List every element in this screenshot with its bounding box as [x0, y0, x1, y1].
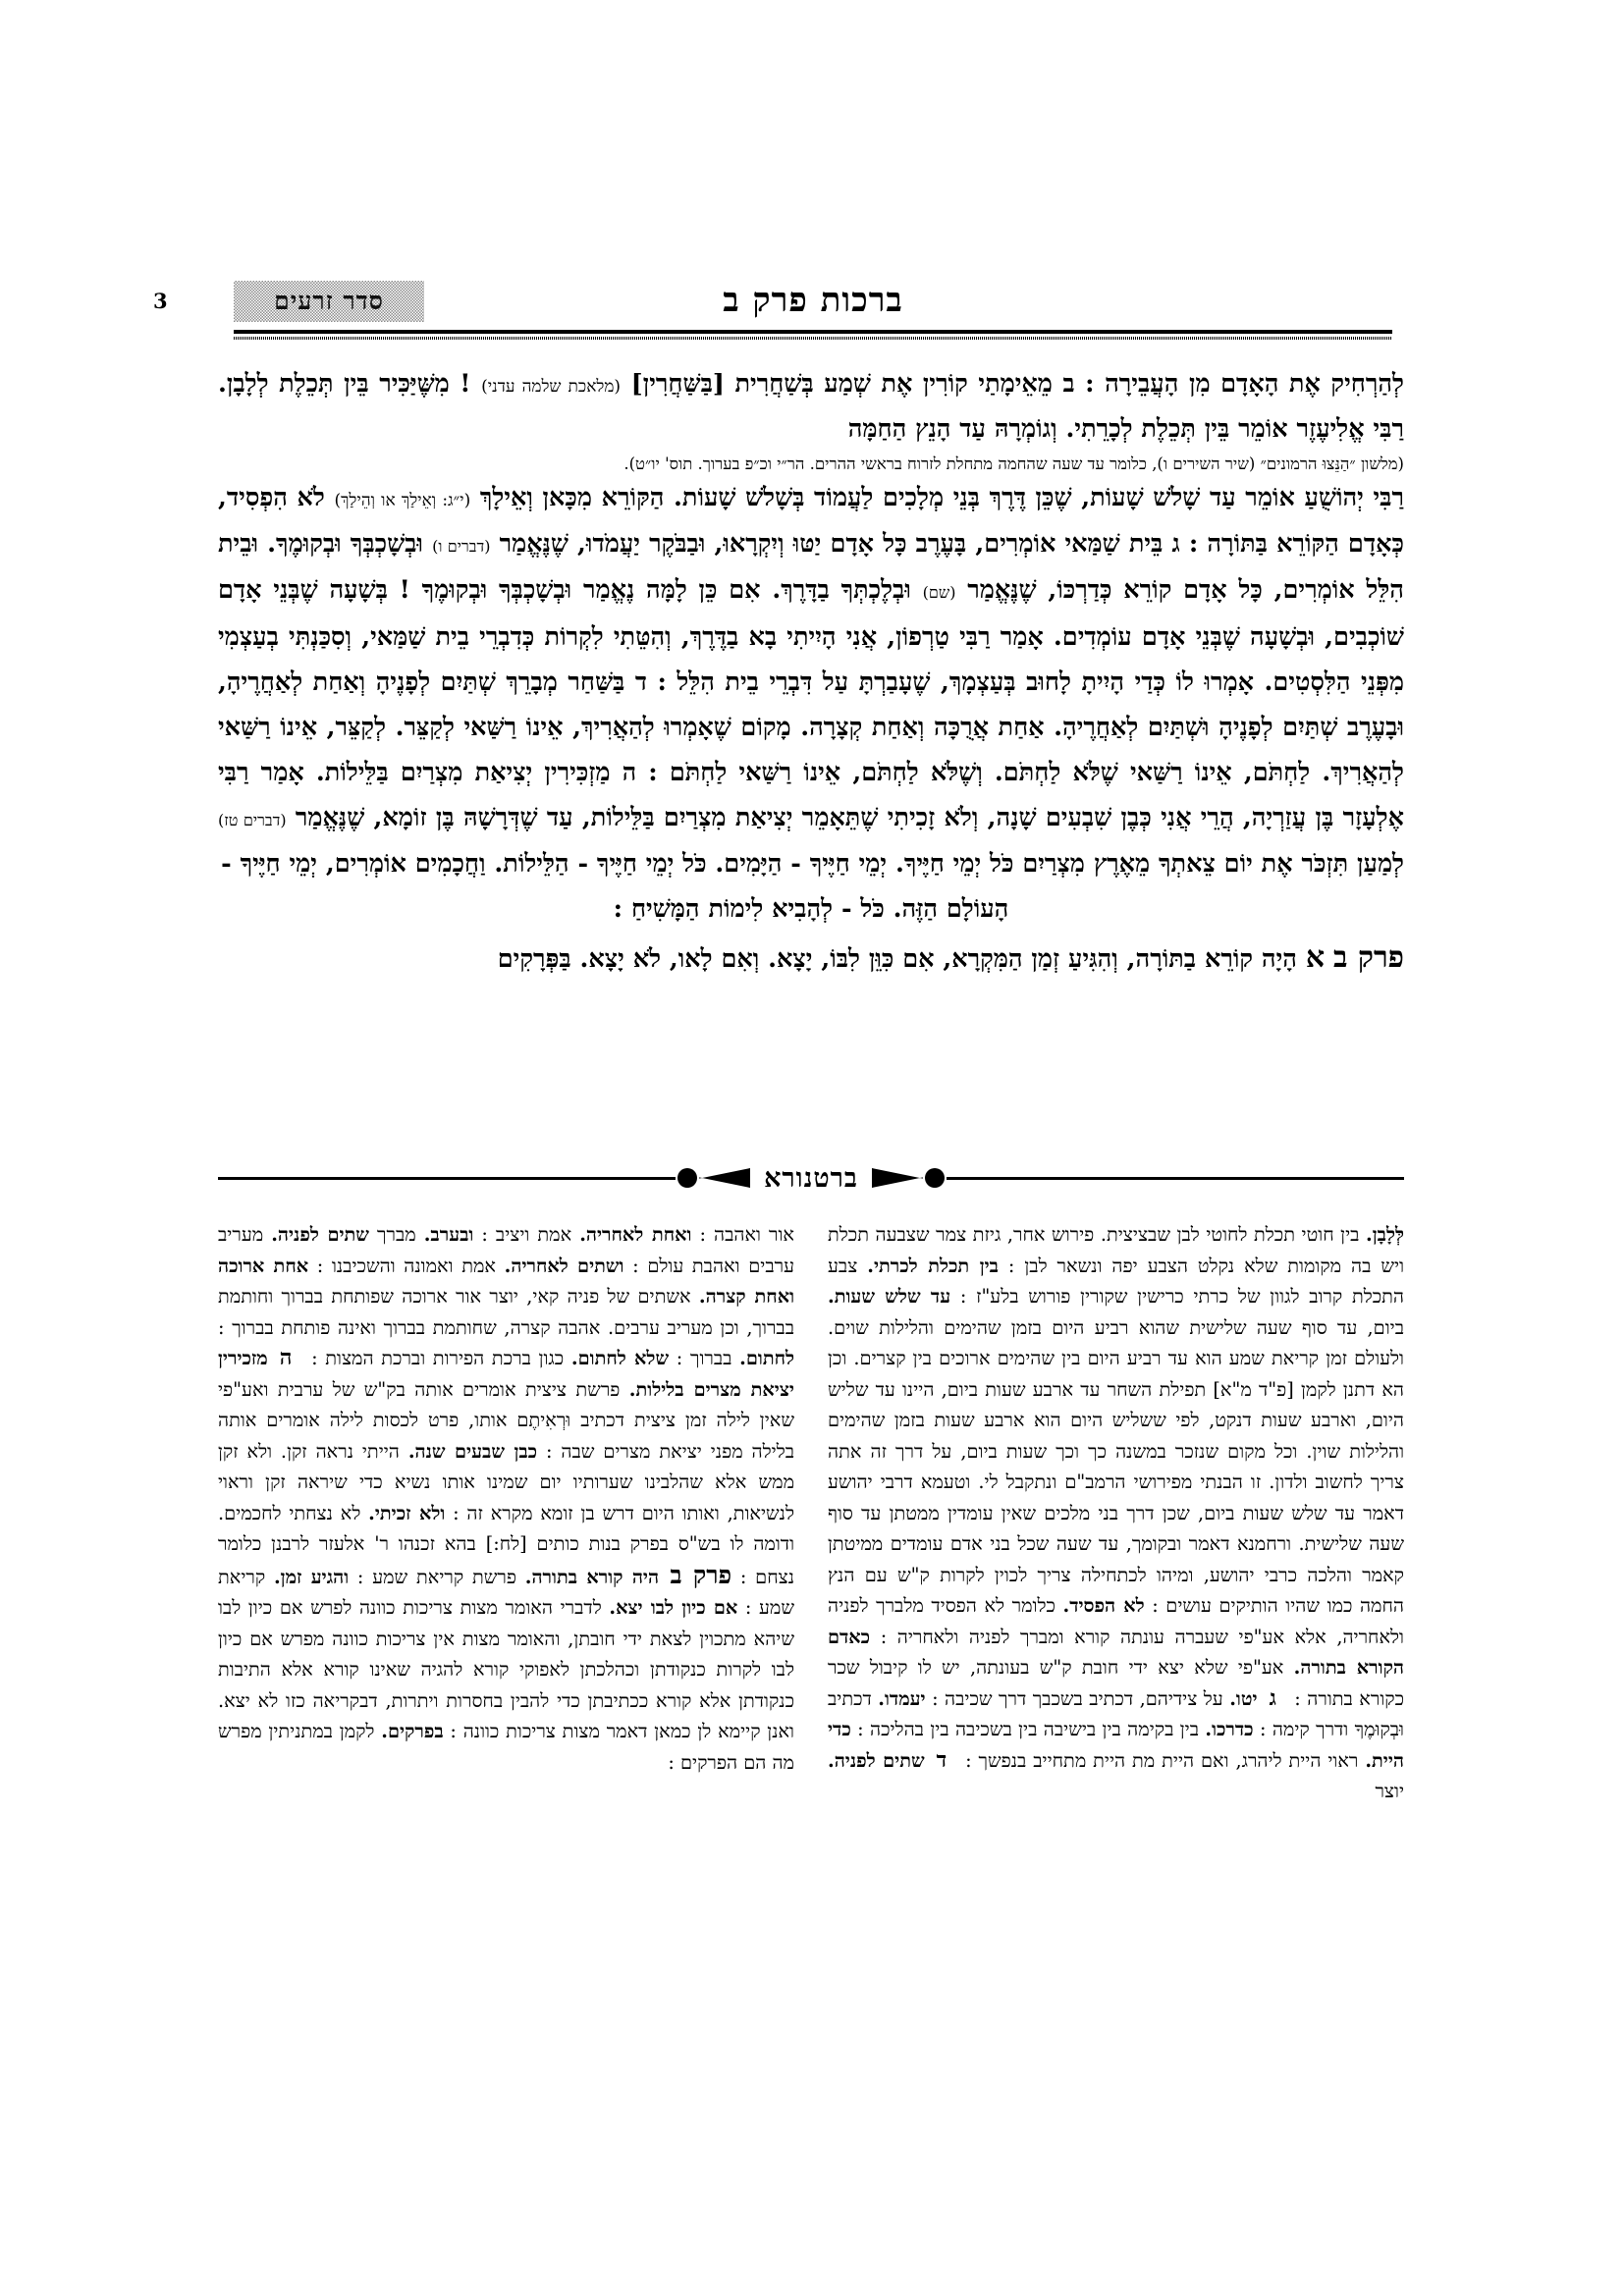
- mishnah-text-segment: בַּשַּׁחַר מְבָרֵךְ שְׁתַּיִם לְפָנֶיהָ וְאַחַת לְאַחֲרֶיהָ, וּבָעֶרֶב שְׁתַּיִם לְפָנֶיהָ: [218, 667, 1404, 742]
- commentary-mishnah-number: ג: [1269, 1684, 1276, 1711]
- header-rule-thin: [234, 337, 1392, 340]
- commentary-column-right: [828, 1219, 1404, 2269]
- commentary-text: אמת ויציב :: [473, 1223, 580, 1246]
- commentary-mishnah-number: ד: [936, 1746, 947, 1773]
- commentary-text: כגון ברכת הפירות וברכת המצות :: [303, 1347, 571, 1369]
- divider-rule-right: [947, 1177, 1404, 1180]
- header-rule-thick: [234, 330, 1392, 334]
- mishnah-source-ref: (דברים טז): [218, 810, 287, 829]
- commentary-lemma: עד שלש שעות.: [828, 1285, 951, 1308]
- commentary-lemma: היה קורא בתורה.: [524, 1565, 660, 1588]
- commentary-paragraph: [218, 1219, 794, 1778]
- commentary-text: מעריב ערבים ואהבת עולם :: [218, 1223, 795, 1277]
- commentary-lemma: שלא לחתום.: [570, 1347, 670, 1369]
- mishnah-number: ג: [1171, 528, 1180, 558]
- mishnah-text-segment: רַשַּׁאי לְהַאֲרִיךְ. לַחְתֹּם, אֵינוֹ רַשַּׁאי שֶׁלֹּא לַחְתֹּם. וְשֶׁלֹּא לַחְתֹּם, אֵינוֹ רַשַּׁאי לַחְתֹּם :: [218, 712, 1404, 787]
- mishnah-text-segment: אָדָם קוֹרֵא כְּדַרְכּוֹ, שֶׁנֶּאֱמַר: [967, 575, 1227, 605]
- commentary-lemma: כדי היית.: [828, 1718, 1404, 1772]
- mishnah-text-segment: לֹא הִפְסִיד, כְּאָדָם הַקּוֹרֵא בַּתּוֹרָה :: [218, 483, 1404, 559]
- commentary-text: ביום, עד סוף שעה שלישית שהוא רביע היום בזמן שהימים והלילות שוים. ולעולם זמן קריאת שמע הוא עד רביע היום בין שהימים ארוכים בין קצרים. וכן הא דתנן לקמן [פ"ד מ"א] תפילת השחר עד ארבע שעות ביום, היינו עד שליש היום, וארבע שעות דנקט, לפי ששליש היום הוא ארבע שעות בזמן שהימים והלילות שוין. וכל מקום שנזכר במשנה כך וכך שעות ביום, על דרך זה אתה צריך לחשוב ולדון. זו הבנתי מפירושי הרמב"ם ונתקבל לי. וטעמא דרבי יהושע דאמר עד שלש שעות ביום, שכן דרך בני מלכים שאין עומדין ממטתן עד סוף שעה שלישית. ורחמנא דאמר ובקומך, עד שעה שכל בני אדם עומדים ממיטתן קאמר והלכה כרבי יהושע, ומיהו לכתחילה צריך לכוין לקרות ק"ש עם הנץ החמה כמו שהיו הותיקים עושים :: [828, 1315, 1404, 1617]
- mishnah-source-ref: (שם): [922, 583, 956, 602]
- mishnah-text-segment: מִכָּאן וְאֵילָךְ: [479, 483, 592, 512]
- mishnah-text-segment: לִקְרוֹת כְּדִבְרֵי בֵית שַׁמַּאי, וְסִכַּנְתִּי בְעַצְמִי מִפְּנֵי הַלִּסְטִים. אָמְרוּ לוֹ כְּדַי הָיִיתָ לָחוּב בְּעַצְמָךְ,: [218, 621, 1404, 697]
- commentary-text: לדברי האומר מצות צריכות כוונה לפרש אם כיון לבו שיהא מתכוין לצאת ידי חובתן, והאומר מצות אין צריכות כוונה מפרש אם כיון לבו לקרות כנקודתן וכהלכתן לאפוקי קורא להגיה שאינו קורא אלא התיבות כנקודתן אלא קורא ככתיבתן כדי להבין בחסרות ויתרות, דבקריאה כזו לא יצא. ואנן קיימא לן כמאן דאמר מצות צריכות כוונה :: [218, 1596, 794, 1742]
- commentary-text: על צידיהם, דכתיב בשכבך דרך שכיבה :: [925, 1686, 1230, 1710]
- mishnah-text-segment: הָעוֹלָם הַזֶּה. כֹּל - לְהָבִיא לִימוֹת הַמָּשִׁיחַ :: [613, 893, 1009, 924]
- commentary-lemma: לחתום.: [739, 1347, 795, 1369]
- divider-dot-right: [925, 1168, 945, 1188]
- commentary-column-left: [218, 1219, 794, 2269]
- commentary-lemma: כדרכו.: [1205, 1718, 1254, 1740]
- perek-mishnah-letter: א: [1305, 940, 1326, 975]
- commentary-lemma: ואחת לאחריה.: [579, 1223, 692, 1246]
- mishnah-text-segment: הָיָה קוֹרֵא בַתּוֹרָה, וְהִגִּיעַ זְמַן הַמִּקְרָא, אִם כִּוֵּן לִבּוֹ, יָצָא. וְאִם לָאו, לֹא יָצָא. בַּפְּרָקִים: [497, 944, 1297, 974]
- mishnah-source-ref: (דברים ו): [432, 536, 491, 556]
- mishnah-text-segment: בֵּית שַׁמַּאי אוֹמְרִים, בָּעֶרֶב: [915, 528, 1164, 559]
- commentary-text: ראוי היית ליהרג, ואם היית מת היית מתחייב בנפשך :: [958, 1748, 1366, 1772]
- mishnah-number: ב: [1062, 369, 1075, 398]
- mishnah-text-segment: וּבְשָׁכְבְּךָ וּבְקוּמֶךָ. וּבֵית הִלֵּל אוֹמְרִים, כָּל: [218, 528, 1404, 605]
- perek-label: פרק ב: [1332, 940, 1404, 975]
- commentary-text: אמת ואמונה והשכיבנו :: [308, 1254, 505, 1277]
- commentary-lemma: אם כיון לבו יצא.: [609, 1596, 738, 1619]
- mishnah-paragraph: [218, 361, 1404, 887]
- commentary-mishnah-number: ה: [279, 1345, 293, 1370]
- commentary-lemma: שתים לפניה.: [828, 1748, 925, 1772]
- mishnah-text-segment: שֶׁבְּנֵי אָדָם שׁוֹכְבִים, וּבְשָׁעָה שֶׁבְּנֵי אָדָם עוֹמְדִים. אָמַר רַבִּי טַרְפוֹן, אֲנִי הָיִיתִי בָא בַדֶּרֶךְ, וְהִטֵּתִי: [218, 575, 1404, 652]
- commentary-text: קריאת שמע :: [218, 1565, 795, 1619]
- commentary-lemma: מזכירין יציאת מצרים בלילות.: [218, 1347, 794, 1401]
- mishnah-closing-line: [218, 887, 1404, 933]
- commentary-text: לקמן במתניתין מפרש מה הם הפרקים :: [218, 1720, 794, 1774]
- commentary-text: דכתיב וּבְקוּמֶךָ ודרך קימה :: [828, 1686, 1404, 1740]
- mishnah-text-segment: כָּל אָדָם יַטּוּ וְיִקְרָאוּ, וּבַבֹּקֶר יַעֲמֹדוּ, שֶׁנֶּאֱמַר: [499, 528, 907, 559]
- commentary-text: מברך: [368, 1223, 424, 1246]
- mishnah-text-segment: יְצִיאַת מִצְרַיִם בַּלֵּילוֹת, עַד שֶׁדְּרָשָׁהּ בֶּן זוֹמָא, שֶׁנֶּאֱמַר: [295, 802, 793, 832]
- commentary-text: אשתים של פניה קאי, יוצר אור ארוכה שפותחת בברוך וחותמת בברוך, וכן מעריב ערבים. אהבה קצרה, שחותמת בברוך ואינה פותחת בברוך :: [218, 1285, 794, 1339]
- mishnah-text-segment: וּשְׁתַּיִם לְאַחֲרֶיהָ. אַחַת אֲרֻכָּה וְאַחַת קְצָרָה. מָקוֹם שֶׁאָמְרוּ לְהַאֲרִיךְ, אֵינוֹ רַשַּׁאי לְקַצֵּר. לְקַצֵּר, אֵינוֹ: [280, 712, 1210, 742]
- mishnah-number: ה: [622, 758, 637, 786]
- mishnah-note: (מלשון ״הַנֵּצוּ הרמונים״ (שיר השירים ו), כלומר עד שעה שהחמה מתחלת לזרוח בראשי ההרים. הר״י וכ״פ בערוך. תוס' יו״ט).: [623, 454, 1404, 473]
- commentary-area: [218, 1219, 1404, 2269]
- commentary-text: בברוך :: [669, 1347, 740, 1369]
- mishnah-text-segment: ! מִשֶּׁיַּכִּיר בֵּין תְּכֵלֶת לְלָבָן. רַבִּי אֱלִיעֶזֶר אוֹמֵר בֵּין תְּכֵלֶת לְכָרֵתִי. וְגוֹמְרָהּ עַד הָנֵץ הַחַמָּה: [218, 369, 1404, 444]
- commentary-text: כלומר לא הפסיד מלברך לפניה ולאחריה, אלא אע"פי שעברה עונתה קורא ומברך לפניה ולאחריה :: [828, 1594, 1404, 1648]
- commentary-lemma: כאדם הקורא בתורה.: [828, 1625, 1404, 1679]
- mishnah-text-segment: מַזְכִּירִין: [544, 758, 611, 787]
- mishnah-body: [218, 361, 1404, 983]
- commentary-lemma: ובערב.: [423, 1223, 474, 1246]
- mishnah-text-segment: מֵאֵימָתַי קוֹרִין אֶת שְׁמַע בְּשַׁחֲרִית [בַּשַּׁחֲרִין]: [630, 369, 1053, 399]
- commentary-text: לא נצחתי לחכמים. ודומה לו בש"ס בפרק בנות כותים [לח:] בהא זכנהו ר' אלעזר לרבנן כלומר נצחם :: [218, 1501, 794, 1588]
- commentary-lemma: ושתים לאחריה.: [504, 1254, 624, 1277]
- commentary-text: בין חוטי תכלת לחוטי לבן שבציצית. פירוש אחר, גיזת צמר שצבעה תכלת ויש בה מקומות שלא נקלט הצבע יפה ונשאר לבן :: [828, 1223, 1405, 1277]
- mishnah-text-segment: יְצִיאַת מִצְרַיִם בַּלֵּילוֹת. אָמַר רַבִּי אֶלְעָזָר בֶּן עֲזַרְיָה, הֲרֵי אֲנִי כְּבֶן שִׁבְעִים שָׁנָה, וְלֹא זָכִיתִי שֶׁתֵּאָמֵר: [218, 758, 1404, 832]
- commentary-text: צבע התכלת קרוב לגוון של כרתי כרישין שקורין פורוש בלע"ז :: [828, 1254, 1404, 1308]
- divider-arrow-right-icon: [872, 1168, 923, 1188]
- page-number: 3: [153, 289, 168, 313]
- commentary-text: הייתי נראה זקן. ולא זקן ממש אלא שהלבינו שערותיו יום שמינו אותו נשיא כדי שיראה זקן וראוי לנשיאות, ואותו היום דרש בן זומא מקרא זה :: [218, 1439, 794, 1524]
- commentary-text: פרשת קריאת שמע :: [349, 1565, 525, 1588]
- mishnah-text-segment: לְהַרְחִיק אֶת הָאָדָם מִן הָעֲבֵירָה :: [1085, 369, 1404, 399]
- divider-label: ברטנורא: [764, 1162, 858, 1194]
- divider-dot-left: [677, 1168, 697, 1188]
- commentary-text: אור ואהבה :: [691, 1223, 794, 1246]
- commentary-lemma: יטו.: [1229, 1686, 1258, 1710]
- divider-arrow-left-icon: [699, 1168, 750, 1188]
- commentary-lemma: אחת ארוכה ואחת קצרה.: [218, 1254, 795, 1308]
- perek-bet-opening: [218, 935, 1404, 983]
- commentary-divider: [218, 1161, 1404, 1195]
- commentary-paragraph: [828, 1219, 1404, 1807]
- seder-label: סדר זרעים: [274, 287, 384, 315]
- commentary-text: פרשת ציצית אומרים אותה בק"ש של ערבית ואע"פי שאין לילה זמן ציצית דכתיב וּרְאִיתֶם אותו, פרט לכסות לילה אומרים אותה בלילה מפני יציאת מצרים שבה :: [218, 1377, 795, 1463]
- divider-rule-left: [218, 1177, 676, 1180]
- commentary-lemma: לא הפסיד.: [1062, 1594, 1145, 1617]
- mishnah-text-segment: לְמַעַן תִּזְכֹּר אֶת יוֹם צֵאתְךָ מֵאֶרֶץ: [1093, 849, 1404, 879]
- commentary-lemma: בפרקים.: [381, 1720, 444, 1742]
- commentary-lemma: לְּלָבָן.: [1366, 1223, 1404, 1246]
- commentary-lemma: כבן שבעים שנה.: [407, 1439, 538, 1463]
- mishnah-number: ד: [634, 667, 647, 696]
- commentary-lemma: והגיע זמן.: [273, 1565, 350, 1588]
- mishnah-gloss: (מלאכת שלמה עדני): [481, 377, 622, 397]
- mishnah-text-segment: שֶׁעָבַרְתָּ עַל דִּבְרֵי בֵית הִלֵּל :: [657, 667, 931, 697]
- commentary-perek-label: פרק ב: [659, 1560, 732, 1589]
- commentary-lemma: בין תכלת לכרתי.: [867, 1254, 999, 1277]
- commentary-text: בין בקימה בין בישיבה בין בשכיבה בין בהליכה :: [850, 1718, 1206, 1740]
- mishnah-text-segment: מִצְרַיִם כֹּל יְמֵי חַיֶּיךָ. יְמֵי חַיֶּיךָ - הַיָּמִים. כֹּל יְמֵי חַיֶּיךָ - הַלֵּילוֹת. וַחֲכָמִים אוֹמְרִים, יְמֵי חַיֶּיךָ -: [221, 849, 1085, 879]
- commentary-lemma: ולא זכיתי.: [368, 1501, 446, 1524]
- mishnah-text-segment: רַבִּי יְהוֹשֻׁעַ אוֹמֵר עַד שָׁלֹשׁ שָׁעוֹת, שֶׁכֵּן דֶּרֶךְ בְּנֵי מְלָכִים לַעֲמוֹד בְּשָׁלֹשׁ שָׁעוֹת. הַקּוֹרֵא: [601, 483, 1404, 512]
- mishnah-text-segment: וּבְלֶכְתְּךָ בַדָּרֶךְ. אִם כֵּן לָמָּה נֶאֱמַר וּבְשָׁכְבְּךָ וּבְקוּמֶךָ ! בְּשָׁעָה: [329, 575, 911, 605]
- commentary-lemma: יעמדו.: [878, 1686, 926, 1710]
- mishnah-gloss: (י״ג: וְאֵילַךְ או וְהֵילַךְ): [334, 491, 471, 510]
- page-header: [153, 281, 1392, 328]
- commentary-text: אע"פי שלא יצא ידי חובת ק"ש בעונתה, יש לו קיבול שכר כקורא בתורה :: [828, 1656, 1404, 1710]
- commentary-lemma: שתים לפניה.: [271, 1223, 369, 1246]
- commentary-text: יוצר: [1375, 1780, 1404, 1802]
- page-title: ברכות פרק ב: [723, 281, 903, 320]
